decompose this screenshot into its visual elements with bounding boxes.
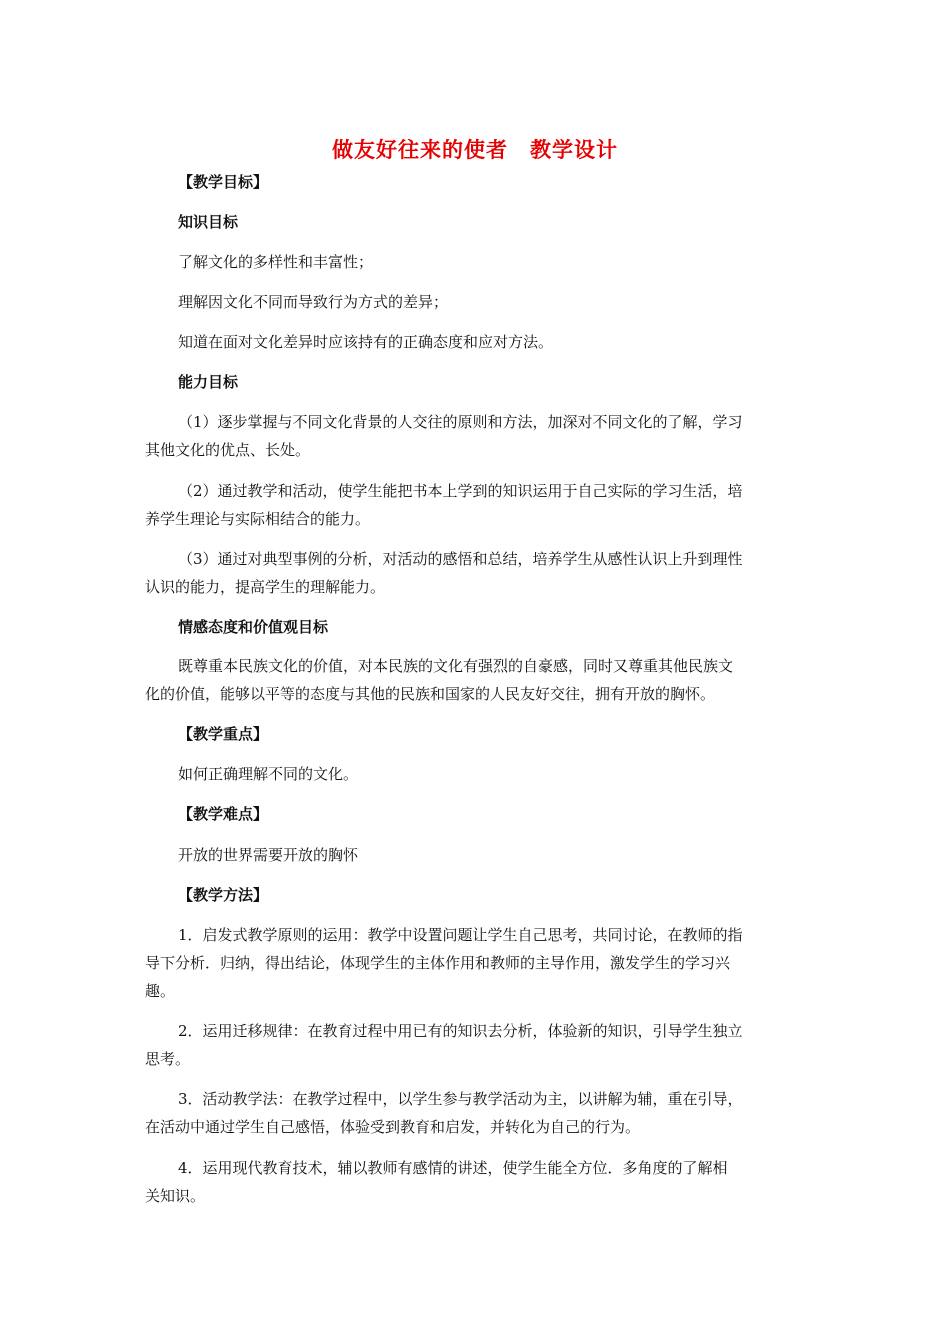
methods-heading: 【教学方法】 bbox=[178, 886, 269, 904]
difficulty-heading: 【教学难点】 bbox=[178, 805, 269, 823]
knowledge-item: 知道在面对文化差异时应该持有的正确态度和应对方法。 bbox=[178, 333, 554, 351]
ability-heading: 能力目标 bbox=[178, 373, 239, 391]
emotion-line-2: 化的价值，能够以平等的态度与其他的民族和国家的人民友好交往，拥有开放的胸怀。 bbox=[145, 685, 716, 703]
method-3-line-2: 在活动中通过学生自己感悟，体验受到教育和启发，并转化为自己的行为。 bbox=[145, 1118, 641, 1136]
ability-item-1-line-2: 其他文化的优点、长处。 bbox=[145, 441, 311, 459]
method-4-line-1-part-a: 4．运用现代教育技术， bbox=[178, 1159, 338, 1177]
knowledge-item: 了解文化的多样性和丰富性； bbox=[178, 253, 374, 271]
ability-item-3-line-1: （3）通过对典型事例的分析，对活动的感悟和总结，培养学生从感性认识上升到理性 bbox=[178, 550, 743, 568]
emotion-heading: 情感态度和价值观目标 bbox=[178, 618, 329, 636]
ability-item-2-line-1: （2）通过教学和活动，使学生能把书本上学到的知识运用于自己实际的学习生活，培 bbox=[178, 482, 743, 500]
ability-item-3-line-2: 认识的能力，提高学生的理解能力。 bbox=[145, 578, 386, 596]
method-1-line-1: 1．启发式教学原则的运用：教学中设置问题让学生自己思考，共同讨论，在教师的指 bbox=[178, 926, 743, 944]
ability-item-1-line-1: （1）逐步掌握与不同文化背景的人交往的原则和方法，加深对不同文化的了解，学习 bbox=[178, 413, 743, 431]
method-2-line-1: 2．运用迁移规律：在教育过程中用已有的知识去分析，体验新的知识，引导学生独立 bbox=[178, 1022, 743, 1040]
document-title: 做友好往来的使者 教学设计 bbox=[332, 137, 618, 162]
difficulty-text: 开放的世界需要开放的胸怀 bbox=[178, 846, 359, 864]
method-1-line-2: 导下分析．归纳，得出结论，体现学生的主体作用和教师的主导作用，激发学生的学习兴 bbox=[145, 954, 731, 972]
ability-item-2-line-2: 养学生理论与实际相结合的能力。 bbox=[145, 510, 371, 528]
emotion-line-1: 既尊重本民族文化的价值，对本民族的文化有强烈的自豪感，同时又尊重其他民族文 bbox=[178, 657, 734, 675]
knowledge-item: 理解因文化不同而导致行为方式的差异； bbox=[178, 293, 449, 311]
method-3-line-1: 3．活动教学法：在教学过程中，以学生参与教学活动为主，以讲解为辅，重在引导， bbox=[178, 1090, 743, 1108]
objectives-heading: 【教学目标】 bbox=[178, 173, 269, 191]
key-point-heading: 【教学重点】 bbox=[178, 725, 269, 743]
method-4-line-2: 关知识。 bbox=[145, 1187, 206, 1205]
knowledge-heading: 知识目标 bbox=[178, 213, 239, 231]
method-2-line-2: 思考。 bbox=[145, 1050, 191, 1068]
method-4-line-1 bbox=[178, 1158, 728, 1178]
key-point-text: 如何正确理解不同的文化。 bbox=[178, 765, 359, 783]
method-4-line-1-part-b: 辅以教师有感情的讲述，使学生能全方位．多角度的了解相 bbox=[337, 1159, 728, 1177]
method-1-line-3: 趣。 bbox=[145, 982, 176, 1000]
